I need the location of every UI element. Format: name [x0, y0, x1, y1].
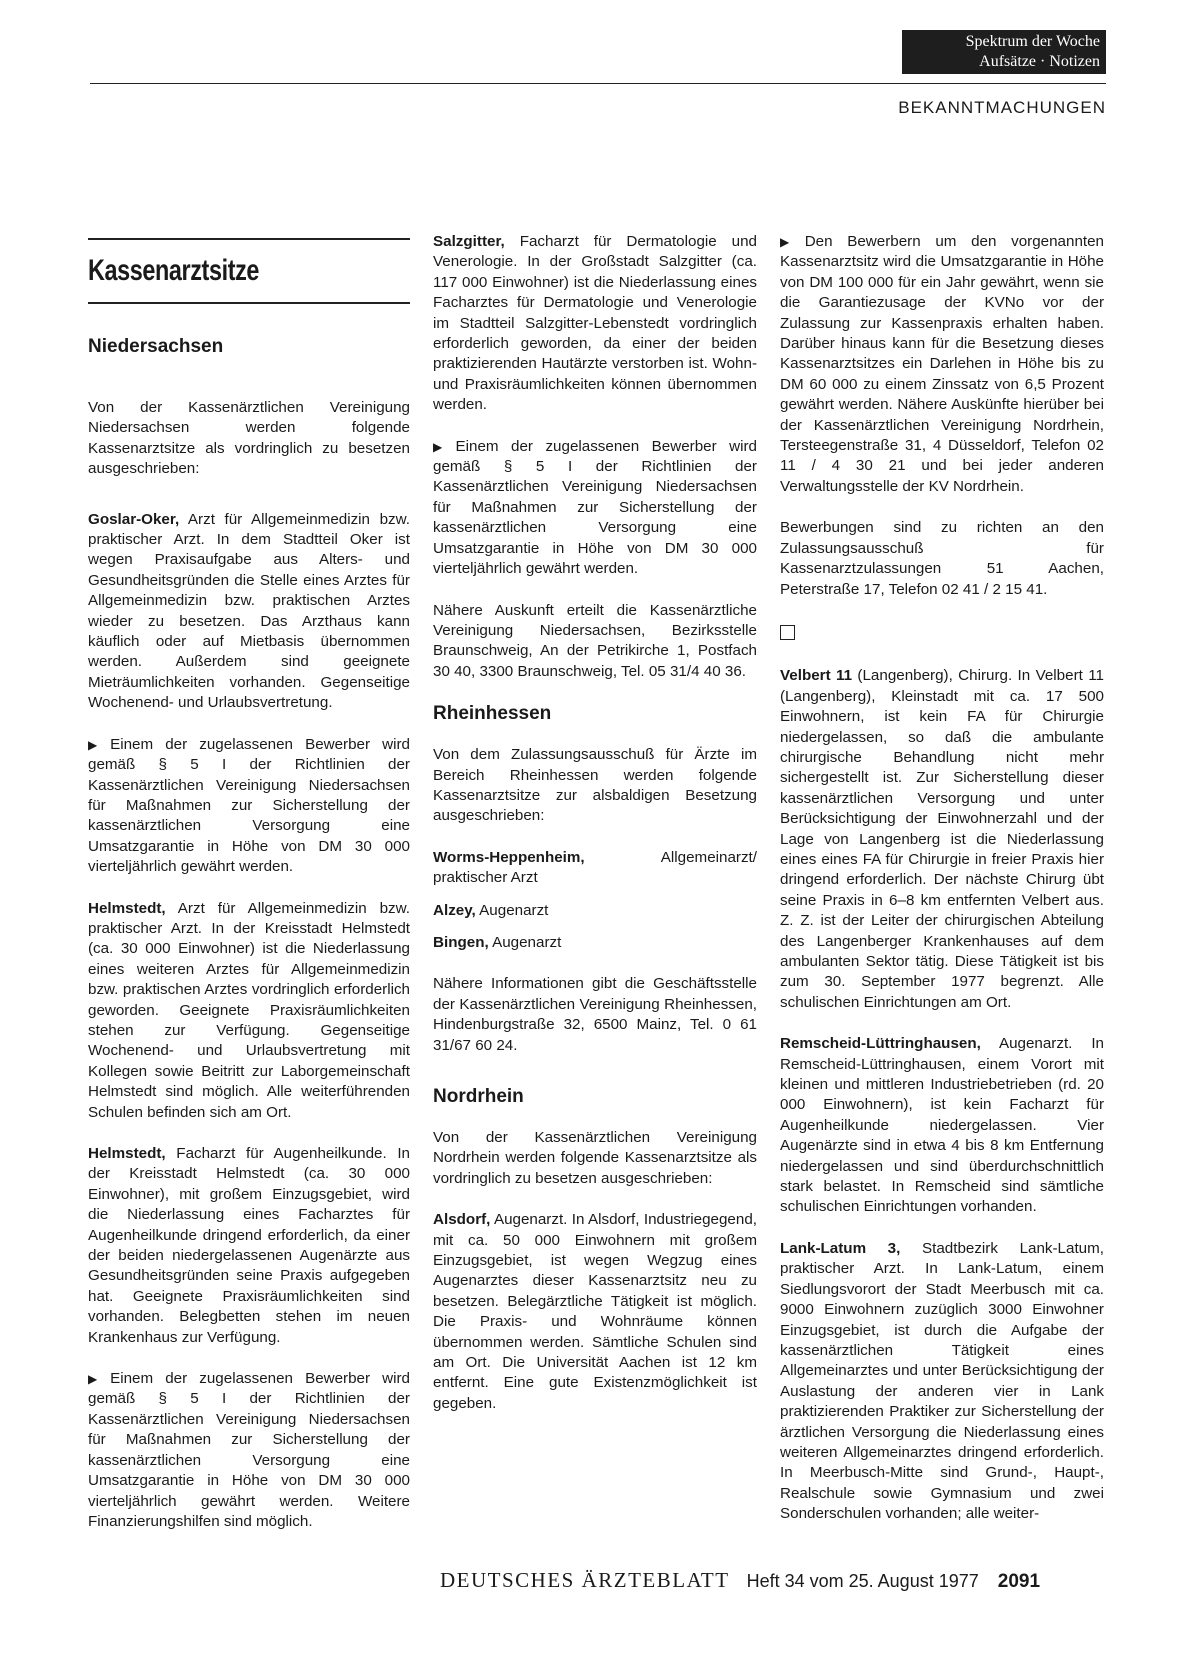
- goslar-garantie: [88, 735, 410, 878]
- alsdorf-garantie-text: Den Bewerbern um den vorgenannten Kassenarztsitz wird die Umsatzgarantie in Höhe von DM 100 000 für ein Jahr gewährt, wenn sie die Garantiezusage der KVNo vor der Zulassung zur Kassenpraxis erhalten haben. Darüber hinaus kann für die Besetzung dieses Kassenarztsitzes ein Darlehen in Höhe bis zu DM 60 000 zu einem Zinssatz von 6,5 Prozent gewährt werden. Nähere Auskünfte hierüber bei der Kassenärztlichen Vereinigung Nordrhein, Tersteegenstraße 31, 4 Düsseldorf, Telefon 02 11 / 4 30 21 und bei jeder anderen Verwaltungsstelle der KV Nordrhein.: [780, 233, 1105, 495]
- entry-alzey-name: Alzey,: [433, 901, 476, 919]
- entry-alzey: [433, 901, 757, 921]
- section-label: BEKANNTMACHUNGEN: [898, 98, 1106, 117]
- helmstedt-garantie: [88, 1369, 410, 1532]
- header-rule: [90, 83, 1106, 84]
- heading-rheinhessen: Rheinhessen: [433, 703, 552, 725]
- page-footer: [440, 1568, 1106, 1593]
- entry-alsdorf-name: Alsdorf,: [433, 1211, 491, 1229]
- entry-helmstedt-2-text: Facharzt für Augenheilkunde. In der Kreisstadt Helmstedt (ca. 30 000 Einwohner), mit großem Einzugsgebiet, wird die Niederlassung eines Facharztes für Augenheilkunde dringend erforderlich, da einer der beiden niedergelassenen Augenärzte aus Gesundheitsgründen seine Praxis aufgegeben hat. Geeignete Praxisräumlichkeiten sind vorhanden. Belegbetten stehen im neuen Krankenhaus zur Verfügung.: [88, 1145, 410, 1346]
- salzgitter-garantie-text: Einem der zugelassenen Bewerber wird gemäß § 5 I der Richtlinien der Kassenärztlichen Vereinigung Niedersachsen für Maßnahmen zur Sicherstellung der kassenärztlichen Versorgung eine Umsatzgarantie in Höhe von DM 30 000 vierteljährlich gewährt werden.: [433, 437, 758, 578]
- goslar-garantie-text: Einem der zugelassenen Bewerber wird gemäß § 5 I der Richtlinien der Kassenärztlichen Vereinigung Niedersachsen für Maßnahmen zur Sicherstellung der kassenärztlichen Versorgung eine Umsatzgarantie in Höhe von DM 30 000 vierteljährlich gewährt werden.: [88, 735, 410, 876]
- nordrhein-intro: Von der Kassenärztlichen Vereinigung Nordrhein werden folgende Kassenarztsitze als vordringlich zu besetzen ausgeschrieben:: [433, 1129, 757, 1187]
- heading-nordrhein: Nordrhein: [433, 1086, 524, 1107]
- entry-salzgitter-name: Salzgitter,: [433, 233, 505, 250]
- rheinhessen-intro: Von dem Zulassungsausschuß für Ärzte im Bereich Rheinhessen werden folgende Kassenarztsitze zur alsbaldigen Besetzung ausgeschrieben:: [433, 746, 757, 825]
- alsdorf-garantie: [780, 232, 1104, 497]
- badge-line-1: Spektrum der Woche: [965, 33, 1100, 50]
- triangle-bullet-icon: ▶: [780, 235, 800, 249]
- badge-line-2: Aufsätze · Notizen: [979, 53, 1100, 70]
- triangle-bullet-icon: ▶: [433, 439, 451, 454]
- entry-remscheid-name: Remscheid-Lüttringhausen,: [780, 1035, 981, 1053]
- entry-helmstedt-1-text: Arzt für Allgemeinmedizin bzw. praktischer Arzt. In der Kreisstadt Helmstedt (ca. 30 000 Einwohner) ist die Niederlassung eines weiteren Arztes für Allgemeinmedizin bzw. praktischen Arztes vordringlich erforderlich geworden. Geeignete Praxisräumlichkeiten stehen zur Verfügung. Gegenseitige Wochenend- und Urlaubsvertretung mit Kollegen sowie Beitritt zur Laborgemeinschaft Helmstedt sind möglich. Alle weiterführenden Schulen befinden sich am Ort.: [88, 899, 410, 1121]
- entry-worms-right: Allgemeinarzt/: [660, 848, 757, 866]
- page-number: 2091: [997, 1571, 1041, 1592]
- helmstedt-garantie-text: Einem der zugelassenen Bewerber wird gemäß § 5 I der Richtlinien der Kassenärztlichen Vereinigung Niedersachsen für Maßnahmen zur Sicherstellung der kassenärztlichen Versorgung eine Umsatzgarantie in Höhe von DM 30 000 vierteljährlich gewährt werden. Weitere Finanzierungshilfen sind möglich.: [88, 1370, 410, 1530]
- entry-bingen: [433, 933, 757, 953]
- entry-helmstedt-1-name: Helmstedt,: [88, 899, 166, 917]
- entry-velbert: [780, 666, 1104, 1013]
- rheinhessen-info: Nähere Informationen gibt die Geschäftsstelle der Kassenärztlichen Vereinigung Rheinhessen, Hindenburgstraße 32, 6500 Mainz, Tel. 0 61 31/67 60 24.: [433, 975, 757, 1054]
- entry-goslar-text: Arzt für Allgemeinmedizin bzw. praktischer Arzt. In dem Stadtteil Oker ist wegen Praxisaufgabe aus Alters- und Gesundheitsgründen die Stelle eines Arztes für Allgemeinmedizin bzw. praktischen Arztes wieder zu besetzen. Das Arzthaus kann käuflich oder auf Mietbasis übernommen werden. Außerdem sind geeignete Mieträumlichkeiten vorhanden. Gegenseitige Wochenend- und Urlaubsvertretung.: [88, 510, 410, 712]
- column-2: [433, 232, 757, 1435]
- nordrhein-bewerbungen: Bewerbungen sind zu richten an den Zulassungsausschuß für Kassenarztzulassungen 51 Aachen, Peterstraße 17, Telefon 02 41 / 2 15 41.: [780, 519, 1104, 598]
- entry-salzgitter-text: Facharzt für Dermatologie und Venerologie. In der Großstadt Salzgitter (ca. 117 000 Einwohner) ist die Niederlassung eines Facharztes für Dermatologie und Venerologie im Stadtteil Salzgitter-Lebenstedt vordringlich erforderlich geworden, da einer der beiden praktizierenden Hautärzte verstorben ist. Wohn- und Praxisräumlichkeiten können übernommen werden.: [433, 233, 757, 414]
- entry-worms-name: Worms-Heppenheim,: [433, 848, 585, 866]
- entry-alsdorf-text: Augenarzt. In Alsdorf, Industriegegend, mit ca. 50 000 Einwohnern mit großem Einzugsgebiet, ist wegen Wegzug eines Augenarztes dieser Kassenarztsitz neu zu besetzen. Belegärztliche Tätigkeit ist möglich. Die Praxis- und Wohnräume können übernommen werden. Sämtliche Schulen sind am Ort. Die Universität Aachen ist 12 km entfernt. Eine gute Existenzmöglichkeit ist gegeben.: [433, 1211, 757, 1412]
- salzgitter-garantie: [433, 437, 757, 580]
- title-rule-bottom: [88, 302, 410, 304]
- entry-velbert-name: Velbert 11: [780, 667, 853, 685]
- entry-worms-rest: praktischer Arzt: [433, 869, 538, 887]
- entry-lank-name: Lank-Latum 3,: [780, 1239, 901, 1257]
- niedersachsen-intro: Von der Kassenärztlichen Vereinigung Niedersachsen werden folgende Kassenarztsitze als vordringlich zu besetzen ausgeschrieben:: [88, 399, 410, 478]
- entry-remscheid: [780, 1034, 1104, 1218]
- entry-lank: [780, 1239, 1104, 1525]
- entry-worms-line: [433, 848, 757, 868]
- entry-bingen-name: Bingen,: [433, 933, 489, 951]
- entry-goslar: [88, 510, 410, 714]
- entry-helmstedt-2: [88, 1144, 410, 1348]
- entry-bingen-text: Augenarzt: [492, 933, 562, 951]
- entry-salzgitter: [433, 232, 757, 416]
- heading-niedersachsen: Niedersachsen: [88, 336, 224, 357]
- page-title: Kassenarztsitze: [88, 254, 260, 287]
- column-1: [88, 238, 410, 1553]
- entry-velbert-text: (Langenberg), Chirurg. In Velbert 11 (Langenberg), Kleinstadt mit ca. 17 500 Einwohnern, ist kein FA für Chirurgie niedergelassen, so daß die ambulante chirurgische Behandlung nicht mehr sichergestellt ist. Zur Sicherstellung dieser kassenärztlichen Versorgung und unter Berücksichtigung der Einwohnerzahl und der Lage von Langenberg ist die Niederlassung eines eines FA für Chirurgie in freier Praxis hier dringend erforderlich. Der nächste Chirurg übt seine Praxis in 6–8 km entfernten Velbert aus. Z. Z. ist der Leiter der chirurgischen Abteilung des Langenberger Krankenhauses auf dem ambulanten Sektor tätig. Diese Tätigkeit ist bis zum 30. September 1977 begrenzt. Alle schulischen Einrichtungen am Ort.: [780, 667, 1104, 1011]
- entry-remscheid-text: Augenarzt. In Remscheid-Lüttringhausen, einem Vorort mit kleinen und mittleren Industriebetrieben (rd. 20 000 Einwohnern), ist kein Facharzt für Augenheilkunde niedergelassen. Vier Augenärzte sind in etwa 4 bis 8 km Entfernung niedergelassen und sind überdurchschnittlich stark belastet. In Remscheid sind sämtliche schulischen Einrichtungen vorhanden.: [780, 1035, 1104, 1216]
- niedersachsen-auskunft: Nähere Auskunft erteilt die Kassenärztliche Vereinigung Niedersachsen, Bezirksstelle Braunschweig, An der Petrikirche 1, Postfach 30 40, 3300 Braunschweig, Tel. 05 31/4 40 36.: [433, 601, 757, 680]
- entry-alzey-text: Augenarzt: [479, 901, 549, 919]
- journal-name: DEUTSCHES ÄRZTEBLATT: [440, 1568, 730, 1592]
- entry-alsdorf: [433, 1210, 757, 1414]
- square-separator-icon: [780, 625, 795, 640]
- entry-goslar-name: Goslar-Oker,: [88, 510, 180, 528]
- entry-worms: [433, 848, 757, 889]
- entry-helmstedt-1: [88, 899, 410, 1123]
- column-3: [780, 232, 1104, 1546]
- entry-helmstedt-2-name: Helmstedt,: [88, 1145, 166, 1162]
- triangle-bullet-icon: ▶: [88, 737, 106, 752]
- entry-lank-text: Stadtbezirk Lank-Latum, praktischer Arzt. In Lank-Latum, einem Siedlungsvorort der Stadt Meerbusch mit ca. 9000 Einwohnern zuzüglich 3000 Einwohner Einzugsgebiet, ist durch die Aufgabe der kassenärztlichen Tätigkeit eines Allgemeinarztes und unter Berücksichtigung der Auslastung der anderen vier in Lank praktizierenden Praktiker zur Sicherstellung der ärztlichen Versorgung die Niederlassung eines weiteren Allgemeinarztes dringend erforderlich. In Meerbusch-Mitte sind Grund-, Haupt-, Realschule sowie Gymnasium und zwei Sonderschulen vorhanden; alle weiter-: [780, 1239, 1104, 1523]
- triangle-bullet-icon: ▶: [88, 1372, 106, 1387]
- title-rule-top: [88, 238, 410, 240]
- issue-info: Heft 34 vom 25. August 1977: [746, 1571, 979, 1591]
- header-badge: [902, 30, 1106, 74]
